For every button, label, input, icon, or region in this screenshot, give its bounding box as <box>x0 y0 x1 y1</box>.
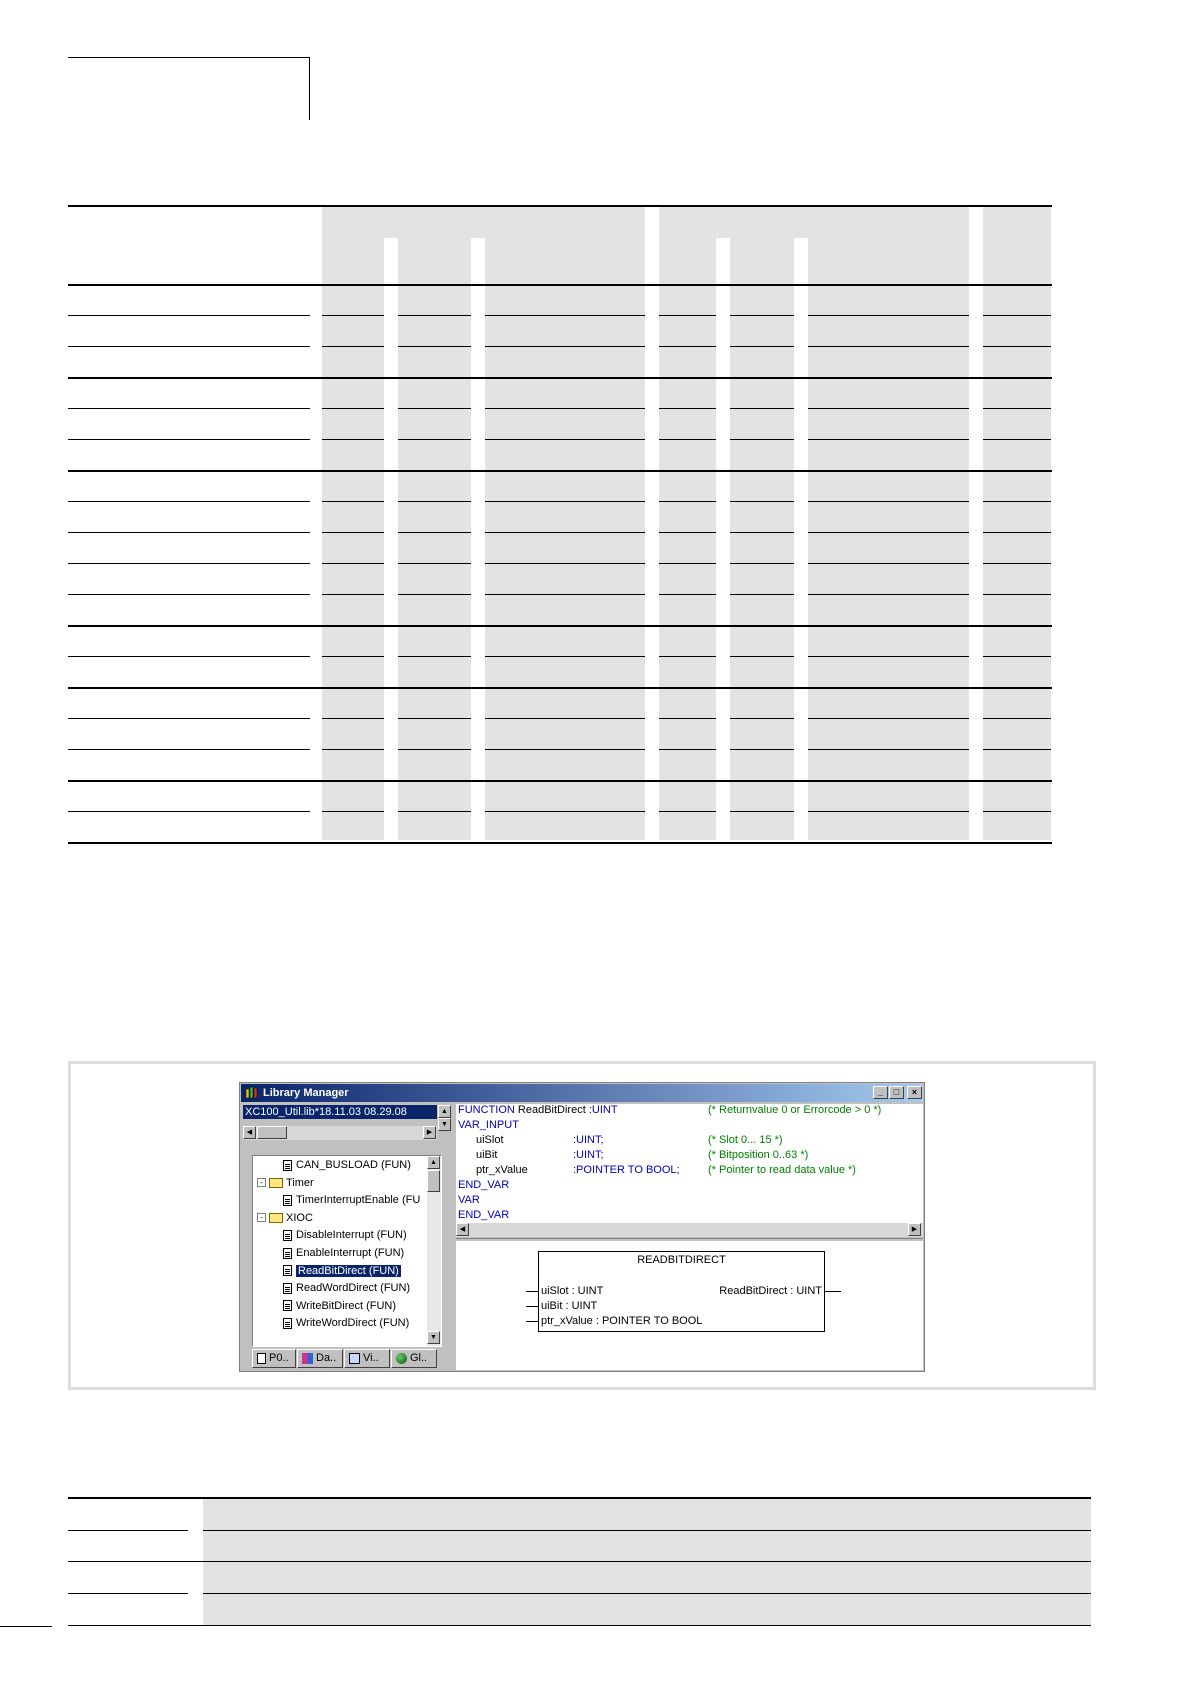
page-corner-rule <box>0 1626 52 1627</box>
table-row-rule <box>398 594 471 595</box>
tree-item-label: ReadWordDirect (FUN) <box>296 1282 411 1295</box>
table-row-rule <box>808 749 969 750</box>
tree-item[interactable] <box>283 1246 404 1261</box>
minimize-button[interactable]: _ <box>873 1086 888 1099</box>
table-row-rule <box>808 439 969 440</box>
table-row-rule <box>68 563 310 564</box>
table-bottom-rule <box>68 1625 1091 1626</box>
table-row-rule <box>398 408 471 409</box>
table-row-rule <box>322 532 384 533</box>
param-comment: (* Slot 0... 15 *) <box>708 1134 783 1146</box>
table-row-rule <box>983 718 1051 719</box>
tree-item-label: EnableInterrupt (FUN) <box>296 1247 405 1259</box>
table-row-rule <box>68 377 1052 379</box>
table-row-rule <box>322 346 384 347</box>
header-rule-side <box>309 57 310 120</box>
table-row-rule <box>730 563 794 564</box>
table-row-rule <box>983 656 1051 657</box>
table-row-rule <box>659 656 716 657</box>
document-icon <box>283 1248 292 1259</box>
table-row-rule <box>808 718 969 719</box>
var-keyword: VAR <box>458 1194 480 1206</box>
table-row-rule <box>808 656 969 657</box>
table-row-rule <box>808 501 969 502</box>
library-hscroll[interactable] <box>243 1126 437 1140</box>
document-icon <box>283 1300 292 1311</box>
table-row-rule <box>485 532 645 533</box>
param-name: uiBit <box>476 1149 498 1161</box>
document-icon <box>257 1353 266 1364</box>
table-column-gap <box>384 238 398 840</box>
block-output: ReadBitDirect : UINT <box>719 1285 822 1297</box>
tree-item[interactable] <box>283 1316 409 1331</box>
folder-icon <box>269 1178 283 1188</box>
table-row-rule <box>203 1530 1091 1531</box>
table-row-rule <box>485 408 645 409</box>
collapse-icon[interactable]: - <box>257 1178 266 1187</box>
output-pin <box>825 1291 841 1292</box>
block-input: uiBit : UINT <box>541 1300 598 1312</box>
tree-item[interactable] <box>283 1158 411 1173</box>
table-row-rule <box>68 532 310 533</box>
table-column-group-3 <box>983 207 1051 840</box>
tree-item-label: XIOC <box>286 1211 313 1224</box>
table-row-rule <box>68 749 310 750</box>
table-row-rule <box>322 563 384 564</box>
table-row-rule <box>68 625 1052 627</box>
table-row-rule <box>808 563 969 564</box>
table-row-rule <box>730 532 794 533</box>
param-name: ptr_xValue <box>476 1164 528 1176</box>
table-row-rule <box>322 501 384 502</box>
scroll-up-icon[interactable]: ▲ <box>438 1105 451 1118</box>
table-row-rule <box>983 749 1051 750</box>
input-pin <box>526 1306 538 1307</box>
declaration-editor[interactable] <box>456 1104 923 1236</box>
table-row-rule <box>485 315 645 316</box>
table-row-rule <box>68 1530 188 1531</box>
param-type: :UINT; <box>573 1149 604 1161</box>
table-row-rule <box>68 594 310 595</box>
scroll-thumb[interactable] <box>257 1126 287 1139</box>
table-row-rule <box>659 563 716 564</box>
table-row-rule <box>485 811 645 812</box>
table-column-group-2 <box>659 207 969 840</box>
window-title: Library Manager <box>263 1087 349 1099</box>
table-row-rule <box>808 532 969 533</box>
input-pin <box>526 1321 538 1322</box>
block-input: ptr_xValue : POINTER TO BOOL <box>541 1315 703 1327</box>
table-row-rule <box>398 346 471 347</box>
table-row-rule <box>808 408 969 409</box>
table-row-rule <box>485 563 645 564</box>
param-type: :POINTER TO BOOL; <box>573 1164 680 1176</box>
tree-item[interactable] <box>283 1264 401 1279</box>
param-comment: (* Bitposition 0..63 *) <box>708 1149 809 1161</box>
table-row-rule <box>730 501 794 502</box>
scroll-up-icon[interactable]: ▲ <box>427 1156 440 1169</box>
function-block <box>538 1251 825 1332</box>
maximize-button[interactable]: □ <box>889 1086 904 1099</box>
param-type: :UINT; <box>573 1134 604 1146</box>
tree-vscroll[interactable] <box>427 1156 441 1346</box>
table-row-rule <box>485 501 645 502</box>
document-icon <box>283 1283 292 1294</box>
param-name: uiSlot <box>476 1134 504 1146</box>
table-row-rule <box>68 687 1052 689</box>
table-row-rule <box>398 563 471 564</box>
tree-item-label: Timer <box>286 1176 314 1189</box>
table-row-rule <box>322 656 384 657</box>
table-row-rule <box>68 315 310 316</box>
table-row-rule <box>398 532 471 533</box>
table-row-rule <box>68 1561 1091 1562</box>
document-icon <box>283 1230 292 1241</box>
table-row-rule <box>730 315 794 316</box>
table-row-rule <box>983 532 1051 533</box>
table-row-rule <box>322 439 384 440</box>
header-rule <box>68 57 310 58</box>
table-row-rule <box>808 811 969 812</box>
table-row-rule <box>983 594 1051 595</box>
table-row-rule <box>808 315 969 316</box>
table-row-rule <box>730 656 794 657</box>
title-bar[interactable] <box>241 1084 923 1102</box>
block-name: READBITDIRECT <box>637 1254 726 1266</box>
table-row-rule <box>398 501 471 502</box>
table-row-rule <box>322 749 384 750</box>
scroll-left-icon[interactable]: ◀ <box>456 1223 469 1236</box>
tab-datatypes[interactable]: Da.. <box>297 1349 343 1368</box>
tree-item-label: CAN_BUSLOAD (FUN) <box>296 1159 411 1171</box>
table-row-rule <box>68 501 310 502</box>
tree-item-label: WriteWordDirect (FUN) <box>296 1317 410 1330</box>
tab-visualizations[interactable]: Vi.. <box>344 1349 390 1368</box>
tree-item[interactable] <box>283 1281 410 1296</box>
tree-item[interactable] <box>283 1228 407 1243</box>
table-row-rule <box>730 811 794 812</box>
document-icon <box>283 1265 292 1276</box>
library-tree[interactable] <box>252 1155 442 1347</box>
table-value-column <box>203 1499 1091 1625</box>
table-row-rule <box>322 408 384 409</box>
collapse-icon[interactable]: - <box>257 1213 266 1222</box>
table-row-rule <box>68 656 310 657</box>
param-comment: (* Pointer to read data value *) <box>708 1164 856 1176</box>
table-row-rule <box>659 315 716 316</box>
table-row-rule <box>659 408 716 409</box>
tree-item[interactable] <box>283 1193 420 1208</box>
var-input-keyword: VAR_INPUT <box>458 1119 519 1131</box>
scroll-left-icon[interactable]: ◀ <box>243 1126 256 1139</box>
tree-folder[interactable] <box>257 1211 313 1226</box>
library-entry[interactable]: XC100_Util.lib*18.11.03 08.29.08 <box>243 1105 437 1119</box>
tree-item-label: ReadBitDirect (FUN) <box>298 1264 399 1277</box>
scroll-right-icon[interactable]: ▶ <box>908 1223 921 1236</box>
tree-item-label: WriteBitDirect (FUN) <box>296 1299 397 1312</box>
table-row-rule <box>983 439 1051 440</box>
table-row-rule <box>398 656 471 657</box>
table-row-rule <box>485 594 645 595</box>
input-pin <box>526 1291 538 1292</box>
tree-item[interactable] <box>283 1299 396 1314</box>
table-row-rule <box>730 439 794 440</box>
return-comment: (* Returnvalue 0 or Errorcode > 0 *) <box>708 1104 882 1116</box>
table-row-rule <box>808 594 969 595</box>
table-row-rule <box>68 842 1052 844</box>
scroll-down-icon[interactable]: ▼ <box>427 1331 440 1344</box>
table-row-rule <box>730 594 794 595</box>
table-row-rule <box>659 811 716 812</box>
function-keyword: FUNCTION <box>458 1104 515 1116</box>
table-row-rule <box>983 408 1051 409</box>
document-icon <box>283 1318 292 1329</box>
table-row-rule <box>659 346 716 347</box>
table-row-rule <box>659 532 716 533</box>
table-row-rule <box>68 780 1052 782</box>
table-row-rule <box>322 811 384 812</box>
table-row-rule <box>485 656 645 657</box>
table-column-gap <box>471 238 485 840</box>
table-row-rule <box>983 346 1051 347</box>
table-column-gap <box>794 238 808 840</box>
table-row-rule <box>730 346 794 347</box>
globe-icon <box>396 1353 407 1364</box>
scroll-down-icon[interactable]: ▼ <box>438 1118 451 1131</box>
datatype-icon <box>302 1353 313 1364</box>
table-row-rule <box>983 563 1051 564</box>
table-row-rule <box>398 811 471 812</box>
folder-icon <box>269 1213 283 1223</box>
visualization-icon <box>349 1353 360 1364</box>
table-row-rule <box>203 1593 1091 1594</box>
table-row-rule <box>68 1593 188 1594</box>
document-icon <box>283 1195 292 1206</box>
pane-tabs <box>252 1349 446 1369</box>
table-row-rule <box>730 718 794 719</box>
table-row-rule <box>730 408 794 409</box>
table-row-rule <box>68 811 310 812</box>
table-row-rule <box>730 749 794 750</box>
table-row-rule <box>983 501 1051 502</box>
table-row-rule <box>322 718 384 719</box>
table-row-rule <box>983 315 1051 316</box>
return-type: :UINT <box>588 1104 618 1116</box>
table-row-rule <box>659 749 716 750</box>
tree-folder[interactable] <box>257 1176 314 1191</box>
table-row-rule <box>659 718 716 719</box>
table-row-rule <box>68 346 310 347</box>
scroll-thumb[interactable] <box>427 1170 440 1192</box>
table-row-rule <box>398 749 471 750</box>
table-column-gap <box>716 238 730 840</box>
table-row-rule <box>68 439 310 440</box>
table-row-rule <box>68 470 1052 472</box>
table-row-rule <box>485 749 645 750</box>
block-input: uiSlot : UINT <box>541 1285 604 1297</box>
library-manager-window[interactable] <box>239 1082 925 1372</box>
table-row-rule <box>398 718 471 719</box>
table-row-rule <box>322 315 384 316</box>
table-row-rule <box>659 501 716 502</box>
table-row-rule <box>68 408 310 409</box>
table-row-rule <box>659 439 716 440</box>
table-row-rule <box>983 811 1051 812</box>
table-row-rule <box>485 346 645 347</box>
scroll-right-icon[interactable]: ▶ <box>423 1126 436 1139</box>
table-row-rule <box>68 284 1052 286</box>
editor-hscroll[interactable] <box>456 1223 923 1237</box>
document-icon <box>283 1160 292 1171</box>
close-button[interactable]: × <box>907 1086 922 1099</box>
table-row-rule <box>322 594 384 595</box>
table-row-rule <box>485 718 645 719</box>
end-var-keyword: END_VAR <box>458 1179 510 1191</box>
tree-item-label: DisableInterrupt (FUN) <box>296 1229 407 1242</box>
library-icon <box>245 1086 258 1099</box>
table-row-rule <box>808 346 969 347</box>
table-row-rule <box>659 594 716 595</box>
table-row-rule <box>398 315 471 316</box>
table-row-rule <box>485 439 645 440</box>
end-var-keyword: END_VAR <box>458 1209 510 1221</box>
tree-item-label: TimerInterruptEnable (FU <box>296 1194 421 1207</box>
tab-globals[interactable]: Gl.. <box>391 1349 437 1368</box>
tab-pous[interactable]: P0.. <box>252 1349 296 1368</box>
table-row-rule <box>68 718 310 719</box>
function-name: ReadBitDirect <box>517 1104 586 1116</box>
block-diagram-pane <box>456 1241 923 1370</box>
table-row-rule <box>398 439 471 440</box>
